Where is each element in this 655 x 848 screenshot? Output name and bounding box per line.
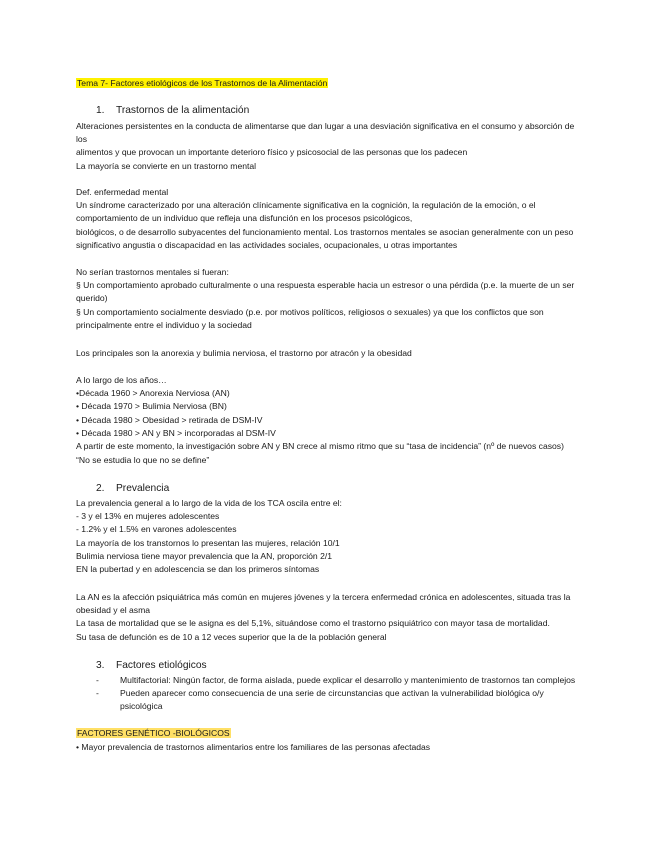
paragraph-line: La AN es la afección psiquiátrica más común en mujeres jóvenes y la tercera enfermedad crónica en adolescentes, situada tras la: [76, 592, 571, 602]
paragraph-line: La prevalencia general a lo largo de la vida de los TCA oscila entre el:: [76, 498, 342, 508]
paragraph-line: principalmente entre el individuo y la sociedad: [76, 320, 252, 330]
list-item: • Década 1980 > Obesidad > retirada de DSM-IV: [76, 415, 263, 425]
paragraph-line: “No se estudia lo que no se define”: [76, 455, 210, 465]
list-item: •Década 1960 > Anorexia Nerviosa (AN): [76, 388, 230, 398]
list-item: • Década 1970 > Bulimia Nerviosa (BN): [76, 401, 227, 411]
paragraph-line: psicológica: [120, 701, 163, 711]
paragraph-line: significativo angustia o discapacidad en las actividades sociales, ocupacionales, u otras importantes: [76, 240, 458, 250]
list-item: • Mayor prevalencia de trastornos alimentarios entre los familiares de las personas afectadas: [76, 742, 431, 752]
paragraph-line: obesidad y el asma: [76, 605, 151, 615]
paragraph-line: No serían trastornos mentales si fueran:: [76, 267, 229, 277]
paragraph-line: Un síndrome caracterizado por una alteración clínicamente significativa en la cognición, la regulación de la emoción, o el: [76, 200, 536, 210]
paragraph-line: § Un comportamiento socialmente desviado (p.e. por motivos políticos, religiosos o sexuales) ya que los conflictos que son: [76, 307, 544, 317]
paragraph-line: A lo largo de los años…: [76, 375, 167, 385]
paragraph-line: Def. enfermedad mental: [76, 187, 169, 197]
paragraph-line: los: [76, 134, 87, 144]
genetic-heading: FACTORES GENÉTICO -BIOLÓGICOS: [77, 728, 230, 738]
paragraph-line: EN la pubertad y en adolescencia se dan los primeros síntomas: [76, 564, 320, 574]
paragraph-line: querido): [76, 293, 108, 303]
list-item: - Pueden aparecer como consecuencia de una serie de circunstancias que activan la vulnerabilidad biológica o/y: [96, 688, 544, 698]
section-3-heading: 3. Factores etiológicos: [96, 660, 207, 671]
list-item: - Multifactorial: Ningún factor, de forma aislada, puede explicar el desarrollo y mantenimiento de trastornos tan complejos: [96, 675, 576, 685]
paragraph-line: Los principales son la anorexia y bulimia nerviosa, el trastorno por atracón y la obesidad: [76, 348, 412, 358]
doc-title: Tema 7- Factores etiológicos de los Trastornos de la Alimentación: [77, 78, 328, 88]
paragraph-line: Su tasa de defunción es de 10 a 12 veces superior que la de la población general: [76, 632, 387, 642]
paragraph-line: biológicos, o de desarrollo subyacentes del funcionamiento mental. Los trastornos mentales se asocian generalmente con un peso: [76, 227, 574, 237]
paragraph-line: Bulimia nerviosa tiene mayor prevalencia que la AN, proporción 2/1: [76, 551, 333, 561]
paragraph-line: La mayoría de los transtornos lo presentan las mujeres, relación 10/1: [76, 538, 340, 548]
paragraph-line: - 1.2% y el 1.5% en varones adolescentes: [76, 524, 237, 534]
paragraph-line: La mayoría se convierte en un trastorno mental: [76, 161, 257, 171]
paragraph-line: comportamiento de un individuo que refleja una disfunción en los procesos psicológicos,: [76, 213, 413, 223]
paragraph-line: La tasa de mortalidad que se le asigna es del 5,1%, situándose como el trastorno psiquiátrico con mayor tasa de mortalidad.: [76, 618, 550, 628]
paragraph-line: A partir de este momento, la investigación sobre AN y BN crece al mismo ritmo que su “tasa de incidencia” (nº de nuevos casos): [76, 441, 564, 451]
list-item: • Década 1980 > AN y BN > incorporadas al DSM-IV: [76, 428, 276, 438]
section-1-heading: 1. Trastornos de la alimentación: [96, 105, 250, 116]
paragraph-line: - 3 y el 13% en mujeres adolescentes: [76, 511, 220, 521]
paragraph-line: alimentos y que provocan un importante deterioro físico y psicosocial de las personas que los padecen: [76, 147, 468, 157]
paragraph-line: § Un comportamiento aprobado culturalmente o una respuesta esperable hacia un estresor o una pérdida (p.e. la muerte de un ser: [76, 280, 575, 290]
paragraph-line: Alteraciones persistentes en la conducta de alimentarse que dan lugar a una desviación significativa en el consumo y absorción de: [76, 121, 575, 131]
section-2-heading: 2. Prevalencia: [96, 483, 170, 494]
